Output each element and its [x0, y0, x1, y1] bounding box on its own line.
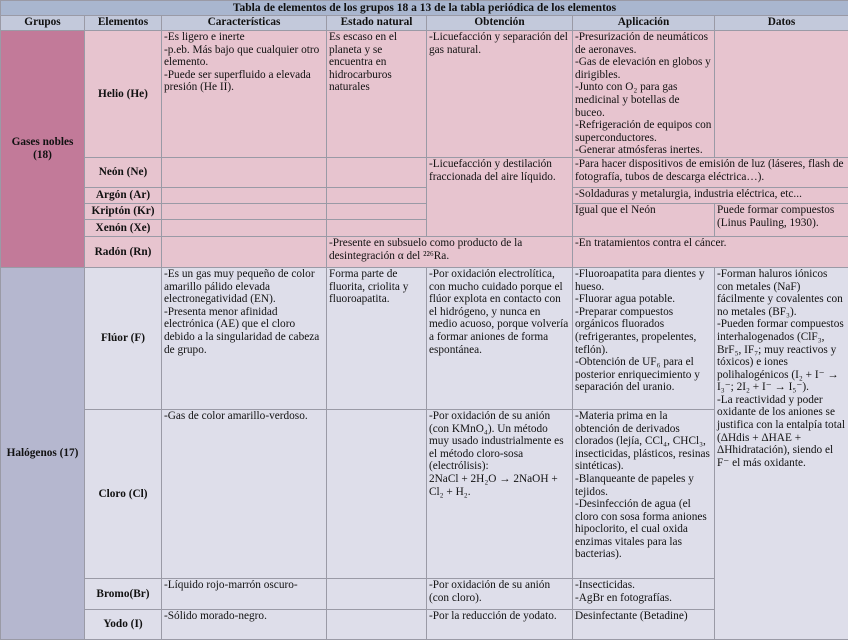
fluor-obtencion: -Por oxidación electrolítica, con mucho cuidado porque el flúor explota en contacto con el hidrógeno, y nunca en medio acuoso, porque volvería a formar aniones de forma espontánea.	[427, 267, 573, 409]
fluor-aplicacion: -Fluoroapatita para dientes y hueso. -Fluorar agua potable. -Preparar compuestos orgánicos fluorados (refrigerantes, propelentes, teflón). -Obtención de UF₆ para el posterior enriquecimiento y separación del uranio.	[573, 267, 715, 409]
cloro-caracteristicas: -Gas de color amarillo-verdoso.	[162, 409, 327, 578]
radon-estado: -Presente en subsuelo como producto de la desintegración α del ²²⁶Ra.	[327, 236, 573, 267]
kripton-xenon-aplicacion: Igual que el Neón	[573, 203, 715, 236]
element-radon: Radón (Rn)	[85, 236, 162, 267]
neon-aplicacion: -Para hacer dispositivos de emisión de luz (láseres, flash de fotografía, tubos de descarga eléctrica…).	[573, 157, 848, 187]
header-datos: Datos	[715, 16, 848, 31]
header-aplicacion: Aplicación	[573, 16, 715, 31]
helio-datos	[715, 31, 848, 158]
element-bromo: Bromo(Br)	[85, 578, 162, 609]
fluor-estado: Forma parte de fluorita, criolita y fluoroapatita.	[327, 267, 427, 409]
element-yodo: Yodo (I)	[85, 609, 162, 639]
element-cloro: Cloro (Cl)	[85, 409, 162, 578]
element-kripton: Kriptón (Kr)	[85, 203, 162, 219]
element-xenon: Xenón (Xe)	[85, 219, 162, 236]
header-elementos: Elementos	[85, 16, 162, 31]
yodo-caracteristicas: -Sólido morado-negro.	[162, 609, 327, 639]
row-radon	[1, 236, 848, 267]
kripton-xenon-datos: Puede formar compuestos (Linus Pauling, 1930).	[715, 203, 848, 236]
helio-obtencion: -Licuefacción y separación del gas natural.	[427, 31, 573, 158]
header-estado-natural: Estado natural	[327, 16, 427, 31]
group-halogenos: Halógenos (17)	[1, 267, 85, 639]
row-neon	[1, 157, 848, 187]
bromo-aplicacion: -Insecticidas. -AgBr en fotografías.	[573, 578, 715, 609]
row-kripton	[1, 203, 848, 219]
cloro-aplicacion: -Materia prima en la obtención de derivados clorados (lejía, CCl₄, CHCl₃, insecticidas, plásticos, resinas sintéticas). -Blanqueante de papeles y tejidos. -Desinfección de agua (el cloro con sosa forma aniones hipoclorito, el cual oxida enzimas vitales para las bacterias).	[573, 409, 715, 578]
helio-aplicacion: -Presurización de neumáticos de aeronaves. -Gas de elevación en globos y dirigibles. -Junto con O₂ para gas medicinal y botellas de buceo. -Refrigeración de equipos con superconductores. -Generar atmósferas inertes.	[573, 31, 715, 158]
header-caracteristicas: Características	[162, 16, 327, 31]
element-fluor: Flúor (F)	[85, 267, 162, 409]
row-helio	[1, 31, 848, 158]
yodo-obtencion: -Por la reducción de yodato.	[427, 609, 573, 639]
element-neon: Neón (Ne)	[85, 157, 162, 187]
element-helio: Helio (He)	[85, 31, 162, 158]
row-fluor	[1, 267, 848, 409]
bromo-obtencion: -Por oxidación de su anión (con cloro).	[427, 578, 573, 609]
halogenos-datos: -Forman haluros iónicos con metales (NaF) fácilmente y covalentes con no metales (BF₃). -Pueden formar compuestos interhalogenados (ClF₃, BrF₅, IF₇; muy reactivos y tóxicos) e iones polihalogénicos (I₂ + I⁻ → I₃⁻; 2I₂ + I⁻ → I₅⁻). -La reactividad y poder oxidante de los aniones se justifica con la entalpía total (ΔHdis + ΔHAE + ΔHhidratación), siendo el F⁻ el más oxidante.	[715, 267, 848, 639]
radon-aplicacion: -En tratamientos contra el cáncer.	[573, 236, 848, 267]
header-obtencion: Obtención	[427, 16, 573, 31]
table-title: Tabla de elementos de los grupos 18 a 13 de la tabla periódica de los elementos	[1, 1, 848, 16]
helio-estado: Es escaso en el planeta y se encuentra en hidrocarburos naturales	[327, 31, 427, 158]
fluor-caracteristicas: -Es un gas muy pequeño de color amarillo pálido elevada electronegatividad (EN). -Presenta menor afinidad electrónica (AE) que el cloro debido a la singularidad de cabeza de grupo.	[162, 267, 327, 409]
header-grupos: Grupos	[1, 16, 85, 31]
yodo-aplicacion: Desinfectante (Betadine)	[573, 609, 715, 639]
neon-obtencion: -Licuefacción y destilación fraccionada del aire líquido.	[427, 157, 573, 236]
argon-aplicacion: -Soldaduras y metalurgia, industria eléctrica, etc...	[573, 187, 848, 203]
group-gases-nobles: Gases nobles (18)	[1, 31, 85, 268]
bromo-caracteristicas: -Líquido rojo-marrón oscuro-	[162, 578, 327, 609]
helio-caracteristicas: -Es ligero e inerte -p.eb. Más bajo que cualquier otro elemento. -Puede ser superfluido a elevada presión (He II).	[162, 31, 327, 158]
cloro-obtencion: -Por oxidación de su anión (con KMnO₄). Un método muy usado industrialmente es el método cloro-sosa (electrólisis): 2NaCl + 2H₂O → 2NaOH + Cl₂ + H₂.	[427, 409, 573, 578]
row-argon	[1, 187, 848, 203]
element-argon: Argón (Ar)	[85, 187, 162, 203]
